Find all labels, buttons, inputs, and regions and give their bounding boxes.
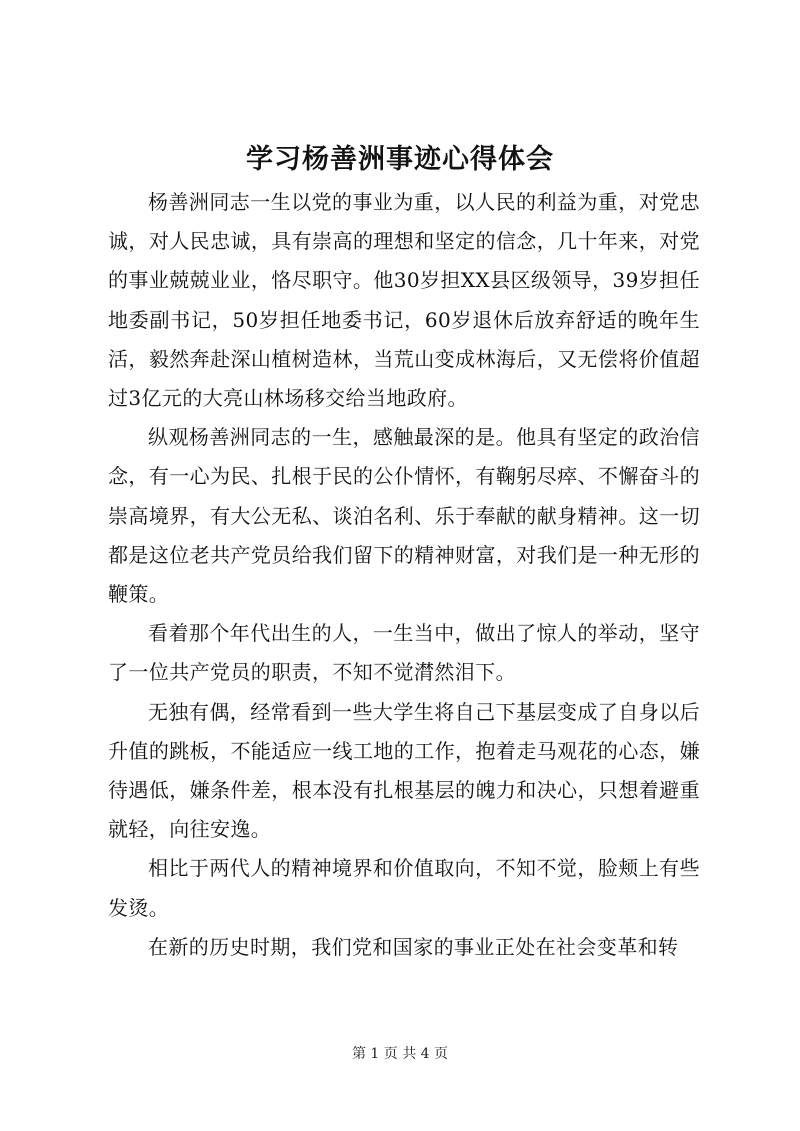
paragraph-4: 无独有偶，经常看到一些大学生将自己下基层变成了自身以后升值的跳板，不能适应一线工地的工作，抱着走马观花的心态，嫌待遇低，嫌条件差，根本没有扎根基层的魄力和决心，只想着避重就轻，向往安逸。 — [108, 699, 700, 842]
paragraph-6: 在新的历史时期，我们党和国家的事业正处在社会变革和转 — [148, 934, 679, 959]
paragraph-1: 杨善洲同志一生以党的事业为重，以人民的利益为重，对党忠诚，对人民忠诚，具有崇高的理想和坚定的信念，几十年来，对党的事业兢兢业业，恪尽职守。他30岁担XX县区级领导，39岁担任地委副书记，50岁担任地委书记，60岁退休后放弃舒适的晚年生活，毅然奔赴深山植树造林，当荒山变成林海后，又无偿将价值超过3亿元的大亮山林场移交给当地政府。 — [108, 190, 700, 411]
paragraph-2: 纵观杨善洲同志的一生，感触最深的是。他具有坚定的政治信念，有一心为民、扎根于民的公仆情怀，有鞠躬尽瘁、不懈奋斗的崇高境界，有大公无私、谈泊名利、乐于奉献的献身精神。这一切都是这位老共产党员给我们留下的精神财富，对我们是一种无形的鞭策。 — [108, 425, 700, 607]
page-number-footer: 第 1 页 共 4 页 — [351, 1046, 449, 1062]
document-title: 学习杨善洲事迹心得体会 — [246, 144, 554, 175]
paragraph-5: 相比于两代人的精神境界和价值取向，不知不觉，脸颊上有些发烫。 — [108, 856, 700, 920]
document-body — [108, 183, 700, 967]
paragraph-3: 看着那个年代出生的人，一生当中，做出了惊人的举动，坚守了一位共产党员的职责，不知不觉潸然泪下。 — [108, 621, 700, 685]
